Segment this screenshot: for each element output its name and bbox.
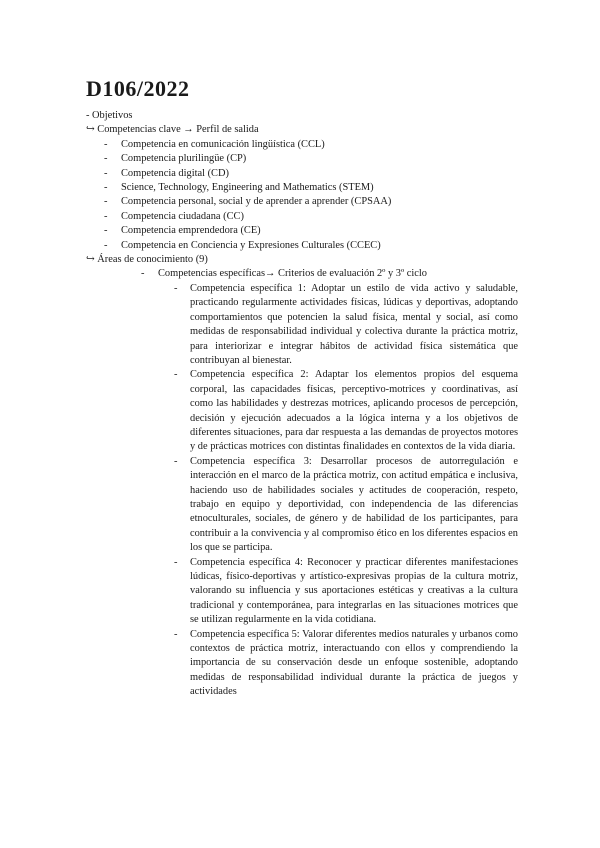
- document-body: [86, 109, 518, 700]
- list-item: - Science, Technology, Engineering and Mathematics (STEM): [86, 181, 518, 195]
- areas-heading: ↪ Áreas de conocimiento (9): [86, 254, 208, 266]
- list-item: - Competencia específica 2: Adaptar los elementos propios del esquema corporal, las capacidades físicas, perceptivo-motrices y coordinativas, así como las habilidades y destrezas motrices, aplicando procesos de percepción, decisión y ejecución adecuados a la lógica interna y a los objetivos de diferentes situaciones, para dar respuesta a las demandas de proyectos motores y de prácticas motrices con distintas finalidades en contextos de la vida diaria.: [190, 368, 518, 454]
- objetivos-heading: - Objetivos: [86, 110, 133, 121]
- competencias-clave-heading: ↪ Competencias clave → Perfil de salida: [86, 124, 259, 136]
- list-item: - Competencia específica 3: Desarrollar procesos de autorregulación e interacción en el marco de la práctica motriz, con actitud empática e inclusiva, haciendo uso de habilidades sociales y actitudes de cooperación, respeto, trabajo en equipo y deportividad, con independencia de las diferencias etnoculturales, sociales, de género y de habilidad de los participantes, para contribuir a la convivencia y al compromiso ético en los diferentes espacios en los que se participa.: [190, 455, 518, 556]
- competencias-clave-list: [86, 138, 518, 253]
- list-item: - Competencia en Conciencia y Expresiones Culturales (CCEC): [86, 239, 518, 253]
- list-item: - Competencia digital (CD): [86, 167, 518, 181]
- list-item: - Competencia emprendedora (CE): [86, 224, 518, 238]
- list-item: - Competencia ciudadana (CC): [86, 210, 518, 224]
- list-item: - Competencia específica 1: Adoptar un estilo de vida activo y saludable, practicando regularmente actividades físicas, lúdicas y deportivas, adoptando comportamientos que potencien la salud física, mental y social, así como medidas de responsabilidad individual y colectiva durante la práctica motriz, para interiorizar e integrar hábitos de actividad física sistemática que contribuyan al bienestar.: [190, 282, 518, 368]
- list-item: - Competencia específica 5: Valorar diferentes medios naturales y urbanos como contextos de práctica motriz, interactuando con ellos y comprendiendo la importancia de su conservación desde un enfoque sostenible, adoptando medidas de responsabilidad individual durante la práctica de juegos y actividades: [190, 628, 518, 700]
- list-item: - Competencia específica 4: Reconocer y practicar diferentes manifestaciones lúdicas, físico-deportivas y artístico-expresivas propias de la cultura motriz, valorando su influencia y sus aportaciones estéticas y creativas a la cultura tradicional y contemporánea, para integrarlas en las situaciones motrices que se utilizan regularmente en la vida cotidiana.: [190, 556, 518, 628]
- list-item: - Competencia en comunicación lingüística (CCL): [86, 138, 518, 152]
- competencias-especificas-heading: - Competencias específicas→ Criterios de evaluación 2º y 3º ciclo: [86, 267, 518, 281]
- document-title: D106/2022: [86, 76, 190, 101]
- list-item: - Competencia personal, social y de aprender a aprender (CPSAA): [86, 195, 518, 209]
- list-item: - Competencia plurilingüe (CP): [86, 152, 518, 166]
- competencias-especificas-list: [86, 282, 518, 700]
